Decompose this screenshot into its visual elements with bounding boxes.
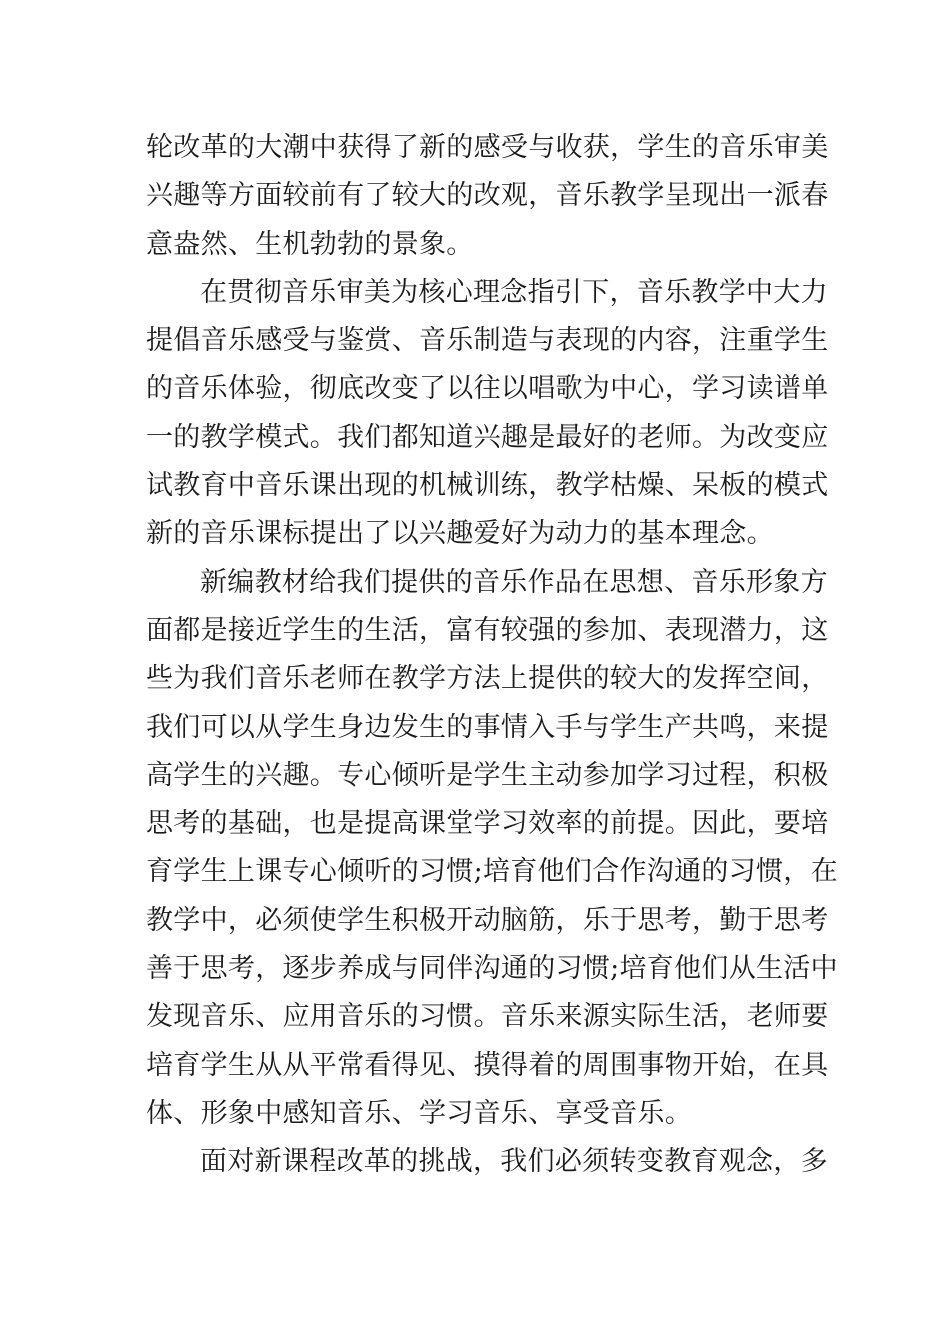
text-line: 的音乐体验，彻底改变了以往以唱歌为中心，学习读谱单 xyxy=(146,373,829,405)
text-line: 提倡音乐感受与鉴赏、音乐制造与表现的内容，注重学生 xyxy=(146,325,829,357)
text-line: 些为我们音乐老师在教学方法上提供的较大的发挥空间， xyxy=(146,663,829,695)
text-line: 新的音乐课标提出了以兴趣爱好为动力的基本理念。 xyxy=(146,518,774,550)
text-line: 教学中，必须使学生积极开动脑筋，乐于思考，勤于思考 xyxy=(146,904,829,936)
text-line: 善于思考，逐步养成与同伴沟通的习惯;培育他们从生活中 xyxy=(146,953,838,985)
text-line: 发现音乐、应用音乐的习惯。音乐来源实际生活，老师要 xyxy=(146,1001,829,1033)
body-text xyxy=(146,124,838,1187)
text-line: 育学生上课专心倾听的习惯;培育他们合作沟通的习惯，在 xyxy=(146,856,838,888)
text-line: 面都是接近学生的生活，富有较强的参加、表现潜力，这 xyxy=(146,614,829,646)
text-line: 在贯彻音乐审美为核心理念指引下，音乐教学中大力 xyxy=(200,276,828,308)
text-line: 意盎然、生机勃勃的景象。 xyxy=(146,228,474,260)
text-line: 我们可以从学生身边发生的事情入手与学生产共鸣，来提 xyxy=(146,711,829,743)
paragraph xyxy=(146,1138,828,1186)
text-line: 试教育中音乐课出现的机械训练，教学枯燥、呆板的模式 xyxy=(146,470,829,502)
text-line: 兴趣等方面较前有了较大的改观，音乐教学呈现出一派春 xyxy=(146,180,829,212)
text-line: 体、形象中感知音乐、学习音乐、享受音乐。 xyxy=(146,1097,692,1129)
text-line: 新编教材给我们提供的音乐作品在思想、音乐形象方 xyxy=(200,566,828,598)
text-line: 一的教学模式。我们都知道兴趣是最好的老师。为改变应 xyxy=(146,421,829,453)
paragraph xyxy=(146,559,838,1139)
paragraph xyxy=(146,269,829,559)
text-line: 轮改革的大潮中获得了新的感受与收获，学生的音乐审美 xyxy=(146,132,829,163)
text-line: 高学生的兴趣。专心倾听是学生主动参加学习过程，积极 xyxy=(146,759,829,791)
text-line: 培育学生从从平常看得见、摸得着的周围事物开始，在具 xyxy=(146,1049,829,1081)
paragraph xyxy=(146,124,829,269)
text-line: 面对新课程改革的挑战，我们必须转变教育观念，多 xyxy=(200,1146,828,1178)
text-line: 思考的基础，也是提高课堂学习效率的前提。因此，要培 xyxy=(146,808,829,840)
